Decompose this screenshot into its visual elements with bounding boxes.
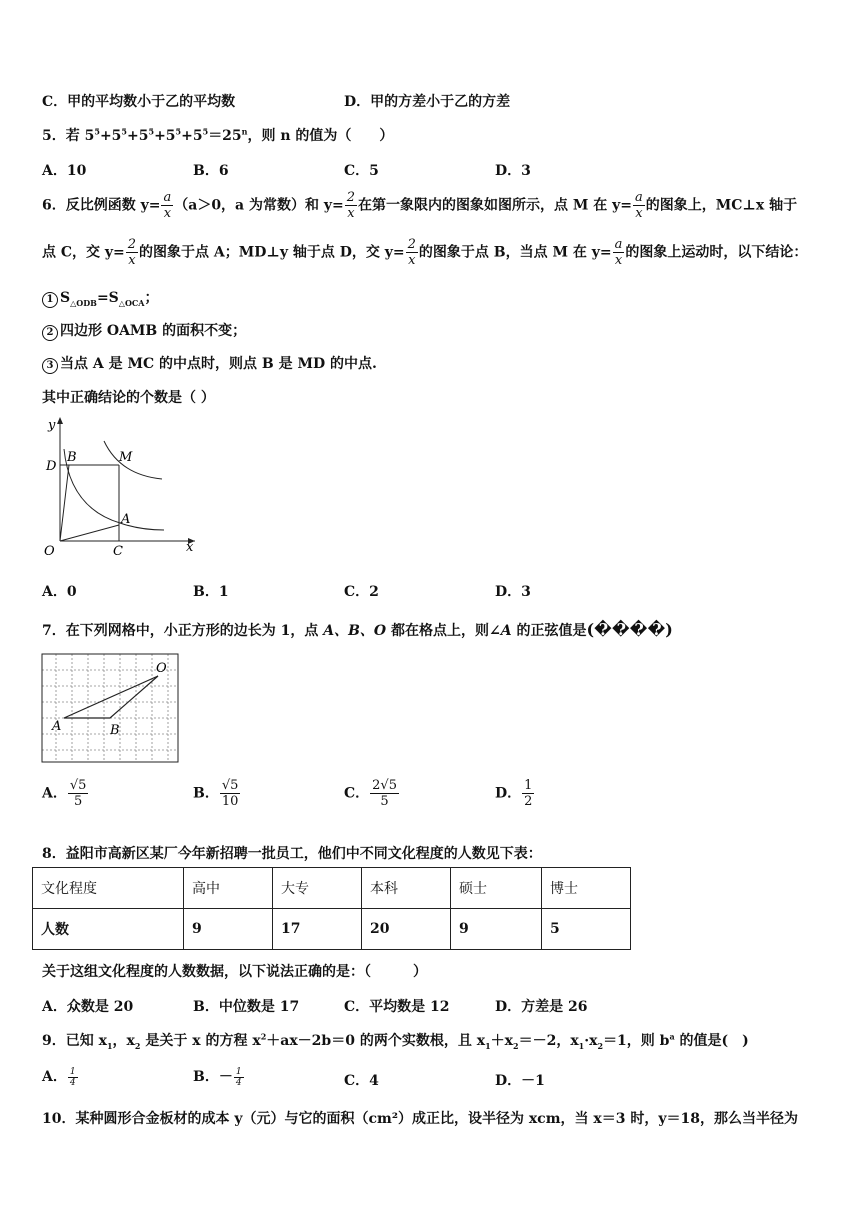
fraction: $\frac{a}{x}$ xyxy=(163,190,172,221)
q6-option-a: A．0 xyxy=(42,584,77,600)
question-8: 8．益阳市高新区某厂今年新招聘一批员工，他们中不同文化程度的人数见下表： xyxy=(42,846,542,862)
q6-option-d: D．3 xyxy=(495,584,531,600)
conclusion-1: 1 $S_{\triangle ODB}=S_{\triangle OCA}$； xyxy=(42,287,159,308)
option-d: D．甲的方差小于乙的方差 xyxy=(344,94,511,110)
table-header-cell: 硕士 xyxy=(451,868,542,909)
q6-figure xyxy=(40,413,200,563)
table-cell: 5 xyxy=(542,909,631,950)
question-6-line-2: 点 C，交 y= $\frac{2}{x}$ 的图象于点 A；MD⊥y 轴于点 D，交 y= $\frac{2}{x}$ 的图象于点 B，当点 M 在 y= $\frac{a}{x}$ 的图象上运动时，以下结论： xyxy=(42,237,808,268)
q5-option-a: A．10 xyxy=(42,163,87,179)
question-10: 10．某种圆形合金板材的成本 y（元）与它的面积（cm²）成正比，设半径为 xcm，当 x＝3 时，y＝18，那么当半径为 xyxy=(42,1111,798,1127)
q8-option-c: C．平均数是 12 xyxy=(344,999,450,1015)
table-header-cell: 高中 xyxy=(184,868,273,909)
education-table xyxy=(32,867,631,950)
q6-option-c: C．2 xyxy=(344,584,379,600)
label-o: O xyxy=(44,544,55,559)
table-cell: 9 xyxy=(184,909,273,950)
q8-option-a: A．众数是 20 xyxy=(42,999,134,1015)
table-cell: 9 xyxy=(451,909,542,950)
q7-option-b: B． $\frac{√5}{10}$ xyxy=(193,778,239,809)
question-5: 5．若 $5^5+5^5+5^5+5^5+5^5=25^n$，则 n 的值为（ ） xyxy=(42,126,394,144)
q9-option-a: A． $\frac{1}{4}$ xyxy=(42,1066,76,1088)
table-cell: 人数 xyxy=(33,909,184,950)
fraction: $\frac{a}{x}$ xyxy=(635,190,643,221)
q5-option-c: C．5 xyxy=(344,163,379,179)
table-row xyxy=(33,868,631,909)
q7-option-d: D． $\frac{1}{2}$ xyxy=(495,778,533,809)
q7-option-c: C． $\frac{2√5}{5}$ xyxy=(344,778,397,809)
question-8-ask: 关于这组文化程度的人数数据，以下说法正确的是：（ ） xyxy=(42,964,427,980)
table-header-cell: 博士 xyxy=(542,868,631,909)
label-o: O xyxy=(156,661,167,676)
q6-option-b: B．1 xyxy=(193,584,229,600)
q7-grid-figure xyxy=(40,652,182,764)
label-b: B xyxy=(67,450,77,465)
q8-option-d: D．方差是 26 xyxy=(495,999,588,1015)
fraction: $\frac{2}{x}$ xyxy=(407,237,416,268)
label-x: x xyxy=(186,540,194,555)
q9-option-d: D．－1 xyxy=(495,1073,545,1089)
question-6-ask: 其中正确结论的个数是（ ） xyxy=(42,390,215,406)
table-header-cell: 文化程度 xyxy=(33,868,184,909)
table-header-cell: 大专 xyxy=(273,868,362,909)
table-cell: 20 xyxy=(362,909,451,950)
label-y: y xyxy=(48,418,56,433)
label-a: A xyxy=(121,512,131,527)
conclusion-2: 2 四边形 OAMB 的面积不变； xyxy=(42,320,246,341)
label-b: B xyxy=(110,723,120,738)
fraction: $\frac{2}{x}$ xyxy=(127,237,137,268)
q9-option-b: B．－ $\frac{1}{4}$ xyxy=(193,1066,242,1088)
q7-option-a: A． $\frac{√5}{5}$ xyxy=(42,778,87,809)
fraction: $\frac{a}{x}$ xyxy=(614,237,623,268)
label-m: M xyxy=(119,450,133,465)
q5-option-b: B．6 xyxy=(193,163,229,179)
table-row xyxy=(33,909,631,950)
q8-option-b: B．中位数是 17 xyxy=(193,999,300,1015)
question-6-line-1: 6．反比例函数 y= $\frac{a}{x}$ （a＞0，a 为常数）和 y= $\frac{2}{x}$ 在第一象限内的图象如图所示，点 M 在 y= $\frac{a}{x}$ 的图象上，MC⊥x 轴于 xyxy=(42,190,798,221)
table-header-cell: 本科 xyxy=(362,868,451,909)
label-a: A xyxy=(52,719,62,734)
fraction: $\frac{2}{x}$ xyxy=(346,190,356,221)
label-c: C xyxy=(113,544,123,559)
question-9: 9．已知 $x_1$，$x_2$ 是关于 x 的方程 $x^2+ax-2b=0$ 的两个实数根，且 $x_1+x_2=-2$，$x_1\cdot x_2=1$，则 $b^a$ 的值是( ) xyxy=(42,1031,749,1051)
q5-option-d: D．3 xyxy=(495,163,531,179)
table-cell: 17 xyxy=(273,909,362,950)
q9-option-c: C．4 xyxy=(344,1073,379,1089)
question-7: 7．在下列网格中，小正方形的边长为 1，点 A、B、O 都在格点上，则∠A 的正弦值是(����) xyxy=(42,620,673,639)
option-c: C．甲的平均数小于乙的平均数 xyxy=(42,94,236,110)
label-d: D xyxy=(46,459,57,474)
conclusion-3: 3 当点 A 是 MC 的中点时，则点 B 是 MD 的中点. xyxy=(42,353,377,374)
